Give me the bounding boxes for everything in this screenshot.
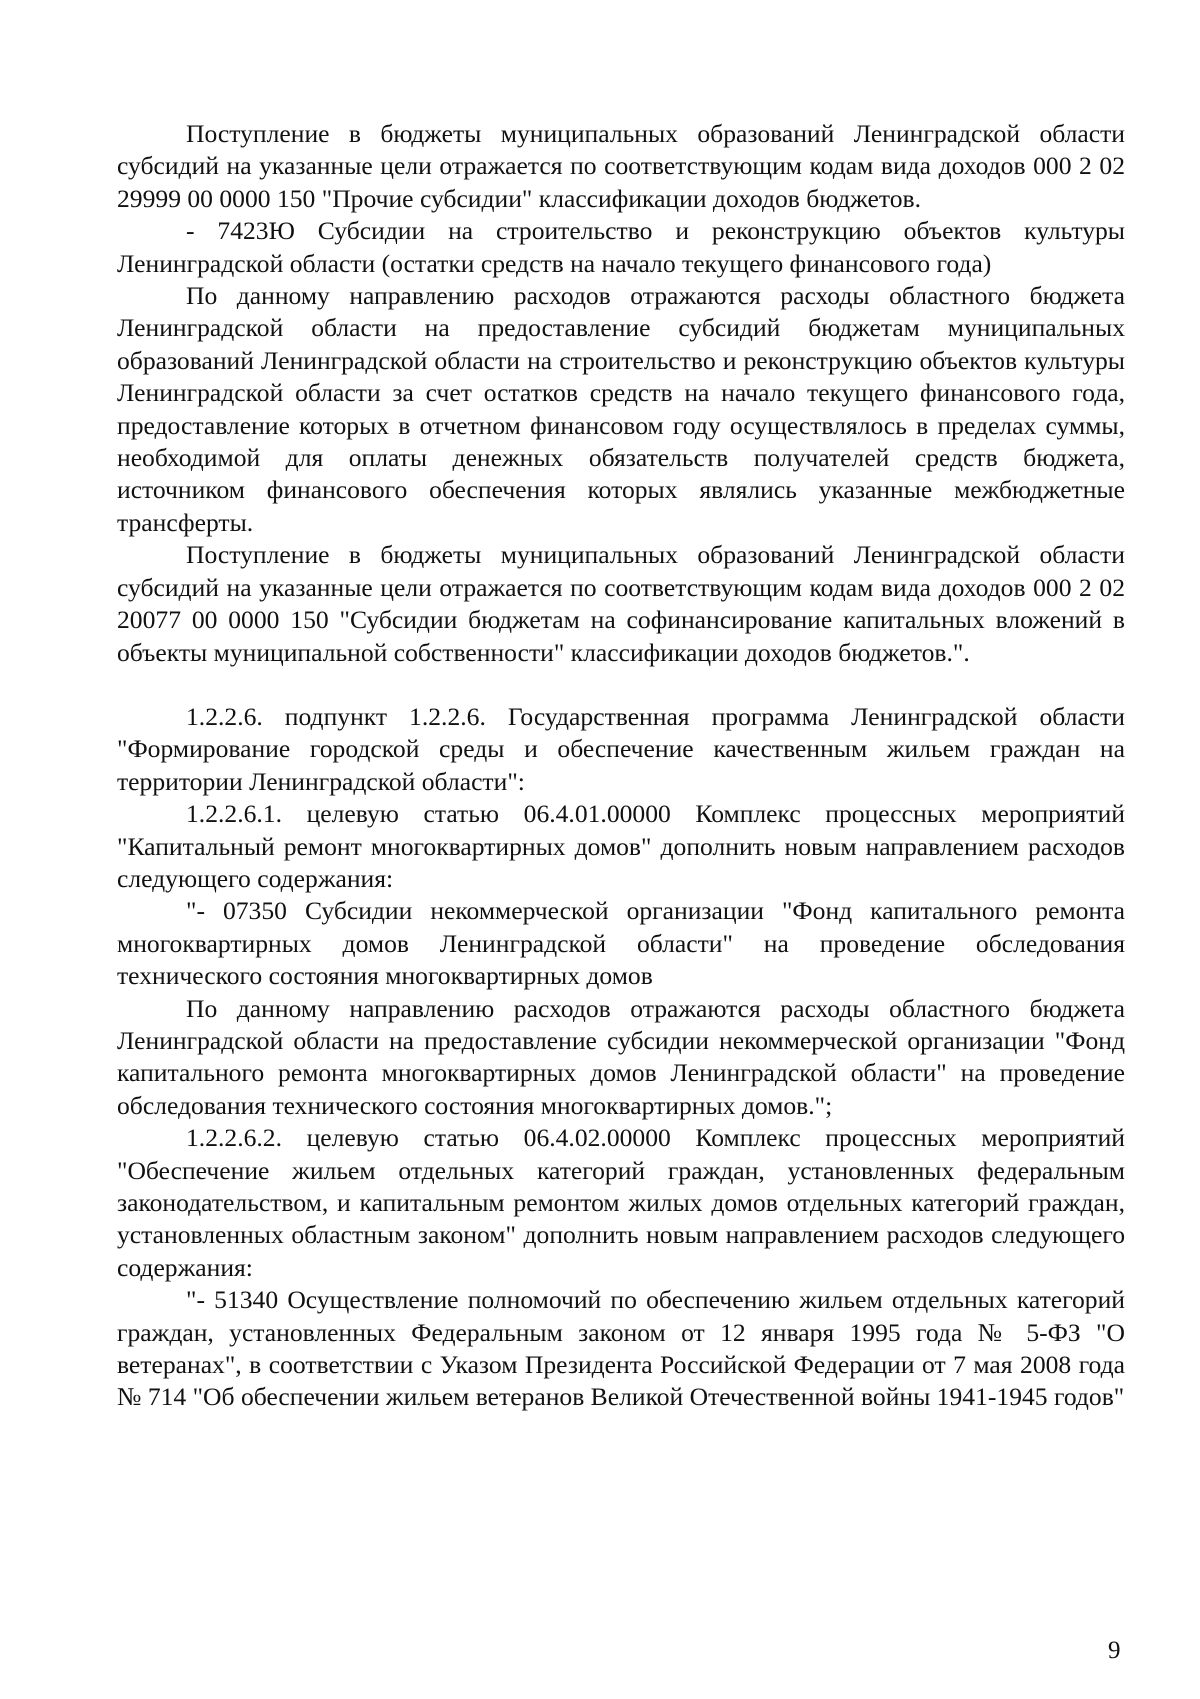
paragraph-7423u-heading: - 7423Ю Субсидии на строительство и реконструкцию объектов культуры Ленинградской области (остатки средств на начало текущего финансового года)	[117, 216, 1125, 278]
document-body	[117, 118, 1125, 1414]
paragraph-1-2-2-6: 1.2.2.6. подпункт 1.2.2.6. Государственная программа Ленинградской области "Формирование городской среды и обеспечение качественным жильем граждан на территории Ленинградской области":	[117, 701, 1125, 796]
paragraph-07350-heading: "- 07350 Субсидии некоммерческой организации "Фонд капитального ремонта многоквартирных домов Ленинградской области" на проведение обследования технического состояния многоквартирных домов	[117, 896, 1125, 991]
paragraph-7423u-description: По данному направлению расходов отражаются расходы областного бюджета Ленинградской области на предоставление субсидий бюджетам муниципальных образований Ленинградской области на строительство и реконструкцию объектов культуры Ленинградской области за счет остатков средств на начало текущего финансового года, предоставление которых в отчетном финансовом году осуществлялось в пределах суммы, необходимой для оплаты денежных обязательств получателей средств бюджета, источником финансового обеспечения которых являлись указанные межбюджетные трансферты.	[117, 281, 1125, 537]
paragraph-revenue-other-subsidies: Поступление в бюджеты муниципальных образований Ленинградской области субсидий на указанные цели отражается по соответствующим кодам вида доходов 000 2 02 29999 00 0000 150 "Прочие субсидии" классификации доходов бюджетов.	[117, 119, 1125, 213]
paragraph-07350-description: По данному направлению расходов отражаются расходы областного бюджета Ленинградской области на предоставление субсидии некоммерческой организации "Фонд капитального ремонта многоквартирных домов Ленинградской области" на проведение обследования технического состояния многоквартирных домов.";	[117, 993, 1125, 1120]
paragraph-revenue-cofinancing: Поступление в бюджеты муниципальных образований Ленинградской области субсидий на указанные цели отражается по соответствующим кодам вида доходов 000 2 02 20077 00 0000 150 "Субсидии бюджетам на софинансирование капитальных вложений в объекты муниципальной собственности" классификации доходов бюджетов.".	[117, 540, 1125, 667]
paragraph-51340-heading: "- 51340 Осуществление полномочий по обеспечению жильем отдельных категорий граждан, установленных Федеральным законом от 12 января 1995 года № 5-ФЗ "О ветеранах", в соответствии с Указом Президента Российской Федерации от 7 мая 2008 года № 714 "Об обеспечении жильем ветеранов Великой Отечественной войны 1941-1945 годов"	[117, 1285, 1125, 1412]
paragraph-1-2-2-6-1: 1.2.2.6.1. целевую статью 06.4.01.00000 Комплекс процессных мероприятий "Капитальный ремонт многоквартирных домов" дополнить новым направлением расходов следующего содержания:	[117, 799, 1125, 893]
paragraph-1-2-2-6-2: 1.2.2.6.2. целевую статью 06.4.02.00000 Комплекс процессных мероприятий "Обеспечение жильем отдельных категорий граждан, установленных федеральным законодательством, и капитальным ремонтом жилых домов отдельных категорий граждан, установленных областным законом" дополнить новым направлением расходов следующего содержания:	[117, 1123, 1125, 1282]
page-number: 9	[1108, 1637, 1121, 1664]
